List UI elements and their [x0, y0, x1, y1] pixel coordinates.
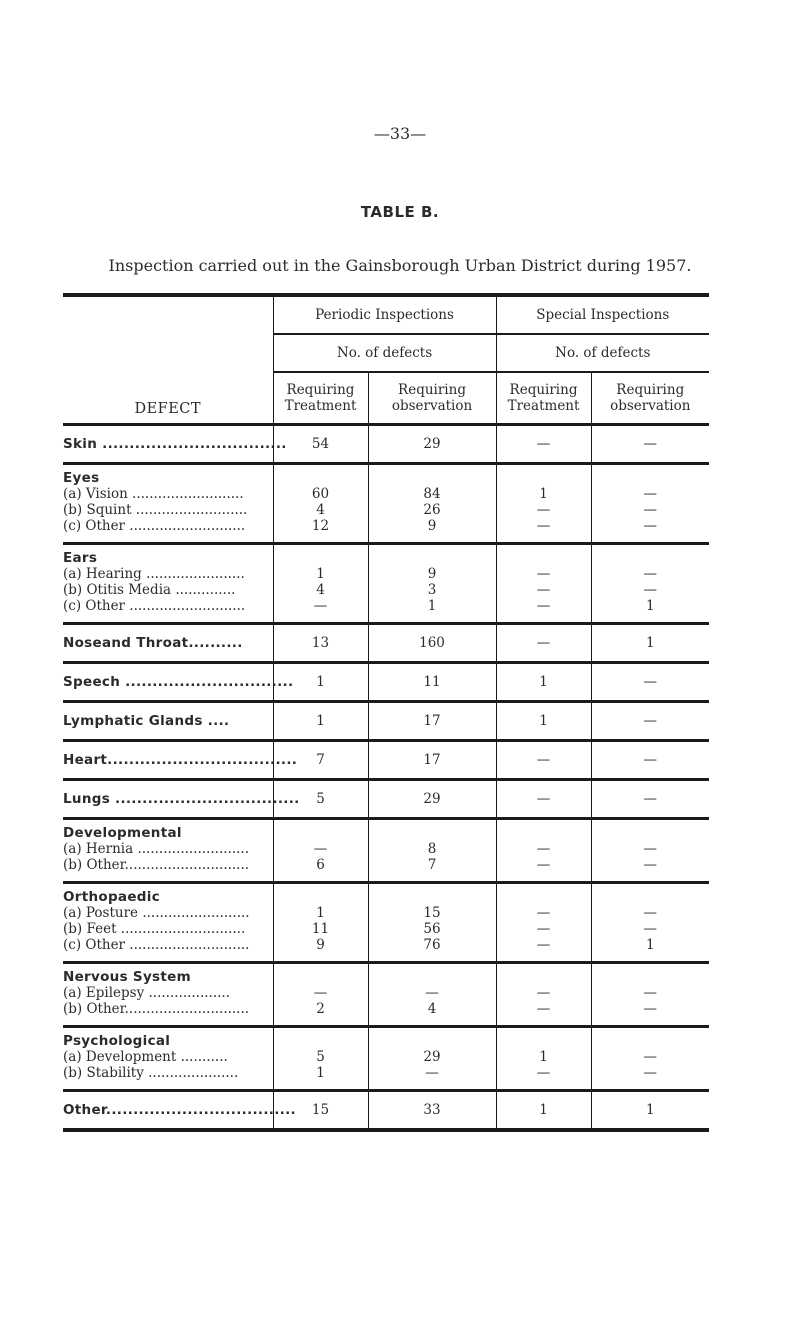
cell-value: — — [536, 905, 551, 921]
cell-value: — — [643, 582, 658, 598]
value-cell — [368, 544, 496, 624]
cell-value: 29 — [423, 791, 441, 807]
value-cell — [496, 544, 591, 624]
cell-value: 11 — [311, 921, 330, 937]
cell-value: — — [536, 598, 551, 614]
value-cell — [273, 883, 368, 963]
value-cell — [591, 544, 709, 624]
value-cell — [496, 464, 591, 544]
cell-value: — — [536, 791, 551, 807]
defect-category: Orthopaedic — [63, 889, 160, 905]
value-cell — [273, 819, 368, 883]
defect-subitem: (c) Other ........................... — [63, 598, 246, 614]
cell-value: 2 — [316, 1001, 325, 1017]
cell-value: 76 — [423, 937, 441, 953]
cell-value: — — [643, 985, 658, 1001]
cell-value: 13 — [311, 635, 330, 651]
value-cell — [591, 624, 709, 663]
special-inspections-header: Special Inspections — [496, 295, 709, 334]
cell-value: 54 — [311, 436, 330, 452]
value-cell — [273, 624, 368, 663]
cell-value: — — [536, 635, 551, 651]
value-cell — [273, 544, 368, 624]
cell-value: 12 — [311, 518, 330, 534]
cell-value: — — [536, 566, 551, 582]
cell-value: 1 — [539, 713, 548, 729]
value-cell — [496, 702, 591, 741]
defect-category: Developmental — [63, 825, 182, 841]
cell-value: 1 — [316, 1065, 325, 1081]
value-cell — [496, 663, 591, 702]
value-cell — [591, 819, 709, 883]
defect-category: Noseand Throat.......... — [63, 635, 243, 651]
cell-value: — — [536, 1065, 551, 1081]
value-cell — [496, 780, 591, 819]
cell-value: — — [643, 841, 658, 857]
cell-value: 7 — [316, 752, 325, 768]
defect-label — [63, 702, 273, 741]
cell-value: — — [643, 921, 658, 937]
defect-category: Lungs .................................. — [63, 791, 300, 807]
cell-value: 4 — [427, 1001, 437, 1017]
defect-subitem: (c) Other ........................... — [63, 518, 246, 534]
cell-value: — — [425, 1065, 439, 1081]
cell-value: 1 — [539, 674, 548, 690]
defect-subitem: (b) Other............................. — [63, 857, 250, 873]
defect-category: Eyes — [63, 470, 100, 486]
periodic-treatment-header: Requiring Treatment — [273, 372, 368, 425]
cell-value: — — [643, 1001, 658, 1017]
cell-value: 1 — [427, 598, 437, 614]
value-cell — [496, 963, 591, 1027]
cell-value: — — [313, 598, 328, 614]
cell-value: 15 — [311, 1102, 330, 1118]
cell-value: 7 — [427, 857, 437, 873]
cell-value: 1 — [316, 674, 325, 690]
cell-value: — — [536, 752, 551, 768]
defect-category: Skin .................................. — [63, 436, 287, 452]
value-cell — [591, 1091, 709, 1131]
cell-value: — — [643, 566, 658, 582]
cell-value: — — [643, 791, 658, 807]
cell-value: 4 — [316, 502, 325, 518]
cell-value: — — [313, 985, 328, 1001]
value-cell — [496, 1091, 591, 1131]
value-cell — [368, 741, 496, 780]
value-cell — [368, 819, 496, 883]
cell-value: — — [536, 857, 551, 873]
cell-value: — — [643, 752, 658, 768]
defect-category: Other................................... — [63, 1102, 296, 1118]
table-title: TABLE B. — [360, 203, 440, 221]
cell-value: — — [536, 841, 551, 857]
value-cell — [591, 963, 709, 1027]
defect-label — [63, 819, 273, 883]
cell-value: — — [536, 518, 551, 534]
value-cell — [496, 425, 591, 464]
defect-label — [63, 883, 273, 963]
cell-value: 60 — [311, 486, 330, 502]
cell-value: — — [313, 841, 328, 857]
cell-value: — — [643, 502, 658, 518]
defect-label — [63, 464, 273, 544]
defect-subitem: (b) Squint .......................... — [63, 502, 248, 518]
defect-subitem: (b) Feet ............................. — [63, 921, 246, 937]
cell-value: — — [536, 921, 551, 937]
cell-value: 11 — [423, 674, 441, 690]
cell-value: 29 — [423, 436, 441, 452]
special-treatment-header: Requiring Treatment — [496, 372, 591, 425]
value-cell — [591, 741, 709, 780]
defect-label — [63, 624, 273, 663]
defect-category: Nervous System — [63, 969, 191, 985]
table-row — [63, 663, 709, 702]
special-observation-header: Requiring observation — [591, 372, 709, 425]
value-cell — [273, 425, 368, 464]
defect-label — [63, 1027, 273, 1091]
defect-subitem: (a) Development ........... — [63, 1049, 228, 1065]
value-cell — [591, 702, 709, 741]
value-cell — [368, 702, 496, 741]
value-cell — [368, 963, 496, 1027]
defect-label — [63, 741, 298, 780]
cell-value: 1 — [316, 566, 325, 582]
periodic-observation-header: Requiring observation — [368, 372, 496, 425]
cell-value: 56 — [423, 921, 441, 937]
cell-value: 9 — [427, 518, 437, 534]
cell-value: — — [643, 857, 658, 873]
value-cell — [273, 702, 368, 741]
defect-label — [63, 425, 287, 464]
periodic-inspections-header: Periodic Inspections — [273, 295, 496, 334]
value-cell — [368, 624, 496, 663]
cell-value: 26 — [423, 502, 441, 518]
defect-category: Speech ............................... — [63, 674, 294, 690]
special-defects-subheader: No. of defects — [496, 334, 709, 372]
cell-value: — — [643, 674, 658, 690]
cell-value: — — [643, 436, 658, 452]
value-cell — [273, 464, 368, 544]
defect-label — [63, 663, 294, 702]
table-row — [63, 425, 709, 464]
table-row — [63, 544, 709, 624]
cell-value: — — [536, 582, 551, 598]
value-cell — [496, 819, 591, 883]
value-cell — [496, 741, 591, 780]
table-row — [63, 819, 709, 883]
cell-value: 29 — [423, 1049, 441, 1065]
cell-value: — — [536, 985, 551, 1001]
cell-value: 1 — [539, 1049, 548, 1065]
cell-value: 1 — [645, 1102, 655, 1118]
value-cell — [368, 883, 496, 963]
table-row — [63, 702, 709, 741]
cell-value: — — [536, 436, 551, 452]
value-cell — [591, 425, 709, 464]
cell-value: 5 — [316, 1049, 325, 1065]
table-row — [63, 883, 709, 963]
cell-value: 8 — [427, 841, 437, 857]
cell-value: 17 — [423, 752, 441, 768]
cell-value: 160 — [419, 635, 445, 651]
cell-value: 9 — [316, 937, 325, 953]
cell-value: 1 — [316, 713, 325, 729]
cell-value: — — [643, 486, 658, 502]
value-cell — [496, 883, 591, 963]
cell-value: 1 — [316, 905, 325, 921]
value-cell — [591, 883, 709, 963]
cell-value: — — [425, 985, 439, 1001]
cell-value: 6 — [316, 857, 325, 873]
cell-value: — — [643, 713, 658, 729]
table-body — [63, 425, 709, 1131]
defect-subitem: (a) Epilepsy ................... — [63, 985, 231, 1001]
defect-subitem: (a) Vision .......................... — [63, 486, 244, 502]
defect-subitem: (a) Hernia .......................... — [63, 841, 250, 857]
table-row — [63, 464, 709, 544]
defect-subitem: (b) Otitis Media .............. — [63, 582, 236, 598]
defect-label — [63, 1091, 296, 1131]
value-cell — [368, 663, 496, 702]
value-cell — [496, 624, 591, 663]
defect-category: Psychological — [63, 1033, 171, 1049]
value-cell — [273, 1027, 368, 1091]
defect-category: Heart................................... — [63, 752, 298, 768]
defect-category: Ears — [63, 550, 98, 566]
cell-value: — — [536, 937, 551, 953]
page-number: —33— — [373, 124, 427, 143]
cell-value: 33 — [423, 1102, 441, 1118]
cell-value: 17 — [423, 713, 441, 729]
defect-category: Lymphatic Glands .... — [63, 713, 230, 729]
table-row — [63, 1027, 709, 1091]
value-cell — [368, 780, 496, 819]
cell-value: — — [643, 1049, 658, 1065]
value-cell — [273, 963, 368, 1027]
cell-value: — — [643, 905, 658, 921]
cell-value: 1 — [645, 937, 655, 953]
value-cell — [368, 425, 496, 464]
value-cell — [368, 464, 496, 544]
cell-value: — — [643, 518, 658, 534]
defect-label — [63, 963, 273, 1027]
cell-value: 9 — [427, 566, 437, 582]
cell-value: 1 — [645, 598, 655, 614]
value-cell — [496, 1027, 591, 1091]
table-row — [63, 780, 709, 819]
cell-value: 84 — [423, 486, 441, 502]
defect-subitem: (b) Other............................. — [63, 1001, 250, 1017]
inspection-table — [63, 293, 709, 1132]
defect-header: DEFECT — [63, 295, 273, 425]
cell-value: 3 — [427, 582, 437, 598]
table-row — [63, 741, 709, 780]
table-subtitle: Inspection carried out in the Gainsborough Urban District during 1957. — [108, 256, 692, 275]
value-cell — [591, 464, 709, 544]
cell-value: 5 — [316, 791, 325, 807]
cell-value: — — [643, 1065, 658, 1081]
cell-value: 4 — [316, 582, 325, 598]
table-row — [63, 1091, 709, 1131]
cell-value: 1 — [645, 635, 655, 651]
value-cell — [591, 663, 709, 702]
periodic-defects-subheader: No. of defects — [273, 334, 496, 372]
value-cell — [591, 780, 709, 819]
cell-value: 1 — [539, 486, 548, 502]
cell-value: — — [536, 1001, 551, 1017]
defect-subitem: (b) Stability ..................... — [63, 1065, 239, 1081]
table-row — [63, 963, 709, 1027]
defect-subitem: (c) Other ............................ — [63, 937, 250, 953]
defect-label — [63, 780, 300, 819]
cell-value: — — [536, 502, 551, 518]
defect-subitem: (a) Posture ......................... — [63, 905, 250, 921]
value-cell — [368, 1027, 496, 1091]
table-row — [63, 624, 709, 663]
value-cell — [368, 1091, 496, 1131]
cell-value: 15 — [423, 905, 441, 921]
cell-value: 1 — [539, 1102, 548, 1118]
defect-subitem: (a) Hearing ....................... — [63, 566, 245, 582]
defect-label — [63, 544, 273, 624]
value-cell — [591, 1027, 709, 1091]
